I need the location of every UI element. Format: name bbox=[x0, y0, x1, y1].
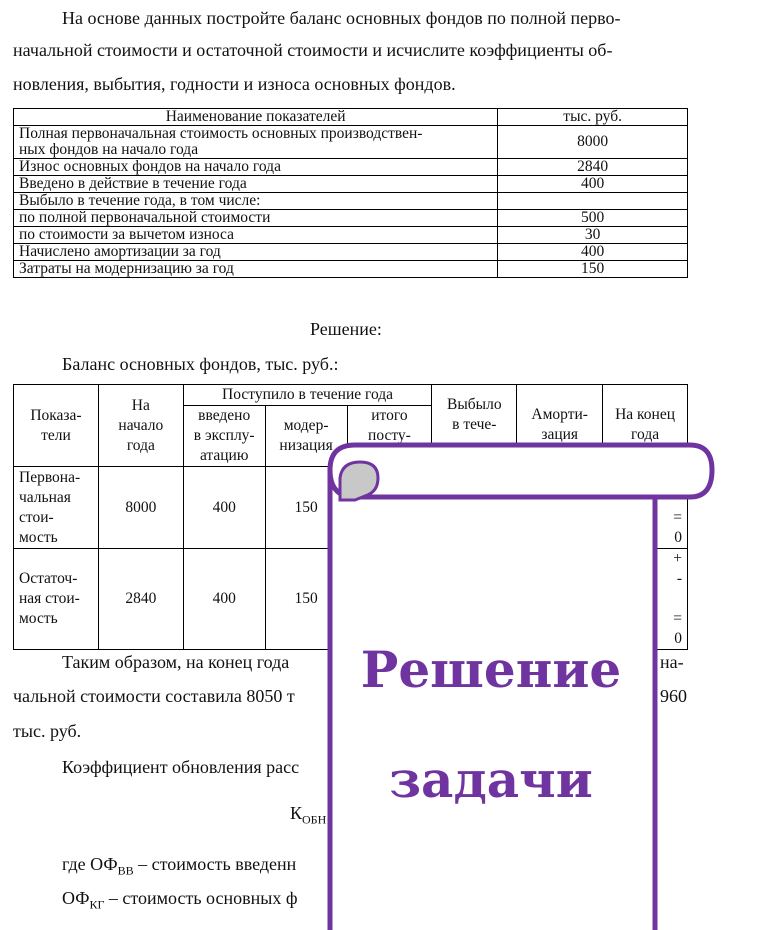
header-start-of-year: На начало года bbox=[98, 385, 183, 467]
overlay-title-line-1: Решение bbox=[360, 640, 622, 699]
header-amortization: Аморти- зация bbox=[517, 385, 603, 467]
intro-line-1: На основе данных постройте баланс основных фондов по полной перво- bbox=[62, 8, 621, 28]
row-label-full-cost: Первона- чальная стои- мость bbox=[14, 467, 99, 549]
row-value: 500 bbox=[498, 210, 688, 227]
header-total-received: итого посту- bbox=[347, 406, 432, 467]
overlay-title-line-2: задачи bbox=[389, 750, 593, 809]
header-end-of-year: На конец года bbox=[603, 385, 688, 467]
row-name: Начислено амортизации за год bbox=[14, 244, 498, 261]
cell-start: 8000 bbox=[98, 467, 183, 549]
cell-end: + - = 0 bbox=[603, 549, 688, 650]
header-indicator: Показа- тели bbox=[14, 385, 99, 467]
cell-modernization: 150 bbox=[265, 549, 347, 650]
cell-end: = 0 bbox=[603, 467, 688, 549]
header-retired: Выбыло в тече- bbox=[432, 385, 517, 467]
renewal-formula: $К_{ОБН}$ bbox=[290, 803, 327, 827]
header-commissioned: введено в эксплу- атацию bbox=[183, 406, 265, 467]
intro-line-2: начальной стоимости и остаточной стоимости и исчислите коэффициенты об- bbox=[13, 40, 613, 60]
renewal-text: Коэффициент обновления расс bbox=[62, 757, 300, 777]
row-value: 400 bbox=[498, 176, 688, 193]
balance-caption: Баланс основных фондов, тыс. руб.: bbox=[62, 354, 339, 374]
where-line-1: где $ОФ_{ВВ}$ – стоимость введенн bbox=[62, 854, 297, 878]
cell-commissioned: 400 bbox=[183, 467, 265, 549]
conclusion-line-2-end: 960 bbox=[660, 686, 687, 706]
intro-line-3: новления, выбытия, годности и износа основных фондов. bbox=[13, 74, 456, 94]
header-name: Наименование показателей bbox=[14, 109, 498, 126]
where-line-2: $ОФ_{КГ}$ – стоимость основных ф bbox=[62, 888, 298, 912]
cell-commissioned: 400 bbox=[183, 549, 265, 650]
conclusion-line-3: тыс. руб. bbox=[13, 721, 82, 741]
conclusion-line-2-start: чальной стоимости составила 8050 т bbox=[13, 686, 295, 706]
row-name: Износ основных фондов на начало года bbox=[14, 159, 498, 176]
row-name-cont: ных фондов на начало года bbox=[19, 141, 199, 158]
row-name: Полная первоначальная стоимость основных производствен- bbox=[19, 125, 423, 142]
solution-label: Решение: bbox=[310, 319, 382, 339]
row-label-residual-cost: Остаточ- ная стои- мость bbox=[14, 549, 99, 650]
row-name: Затраты на модернизацию за год bbox=[14, 261, 498, 278]
header-received: Поступило в течение года bbox=[183, 385, 432, 406]
conclusion-line-1-end: на- bbox=[660, 652, 684, 672]
cell-start: 2840 bbox=[98, 549, 183, 650]
row-value: 2840 bbox=[498, 159, 688, 176]
row-name: Введено в действие в течение года bbox=[14, 176, 498, 193]
row-name: по стоимости за вычетом износа bbox=[14, 227, 498, 244]
scroll-top-roll bbox=[330, 445, 712, 497]
row-name: Выбыло в течение года, в том числе: bbox=[14, 193, 498, 210]
row-value: 8000 bbox=[498, 126, 688, 159]
scroll-body bbox=[330, 470, 655, 930]
row-value: 30 bbox=[498, 227, 688, 244]
conclusion-line-1-start: Таким образом, на конец года bbox=[62, 652, 290, 672]
row-name: по полной первоначальной стоимости bbox=[14, 210, 498, 227]
row-value: 150 bbox=[498, 261, 688, 278]
header-modernization: модер- низация bbox=[265, 406, 347, 467]
cell-modernization: 150 bbox=[265, 467, 347, 549]
header-unit: тыс. руб. bbox=[498, 109, 688, 126]
row-value: 400 bbox=[498, 244, 688, 261]
